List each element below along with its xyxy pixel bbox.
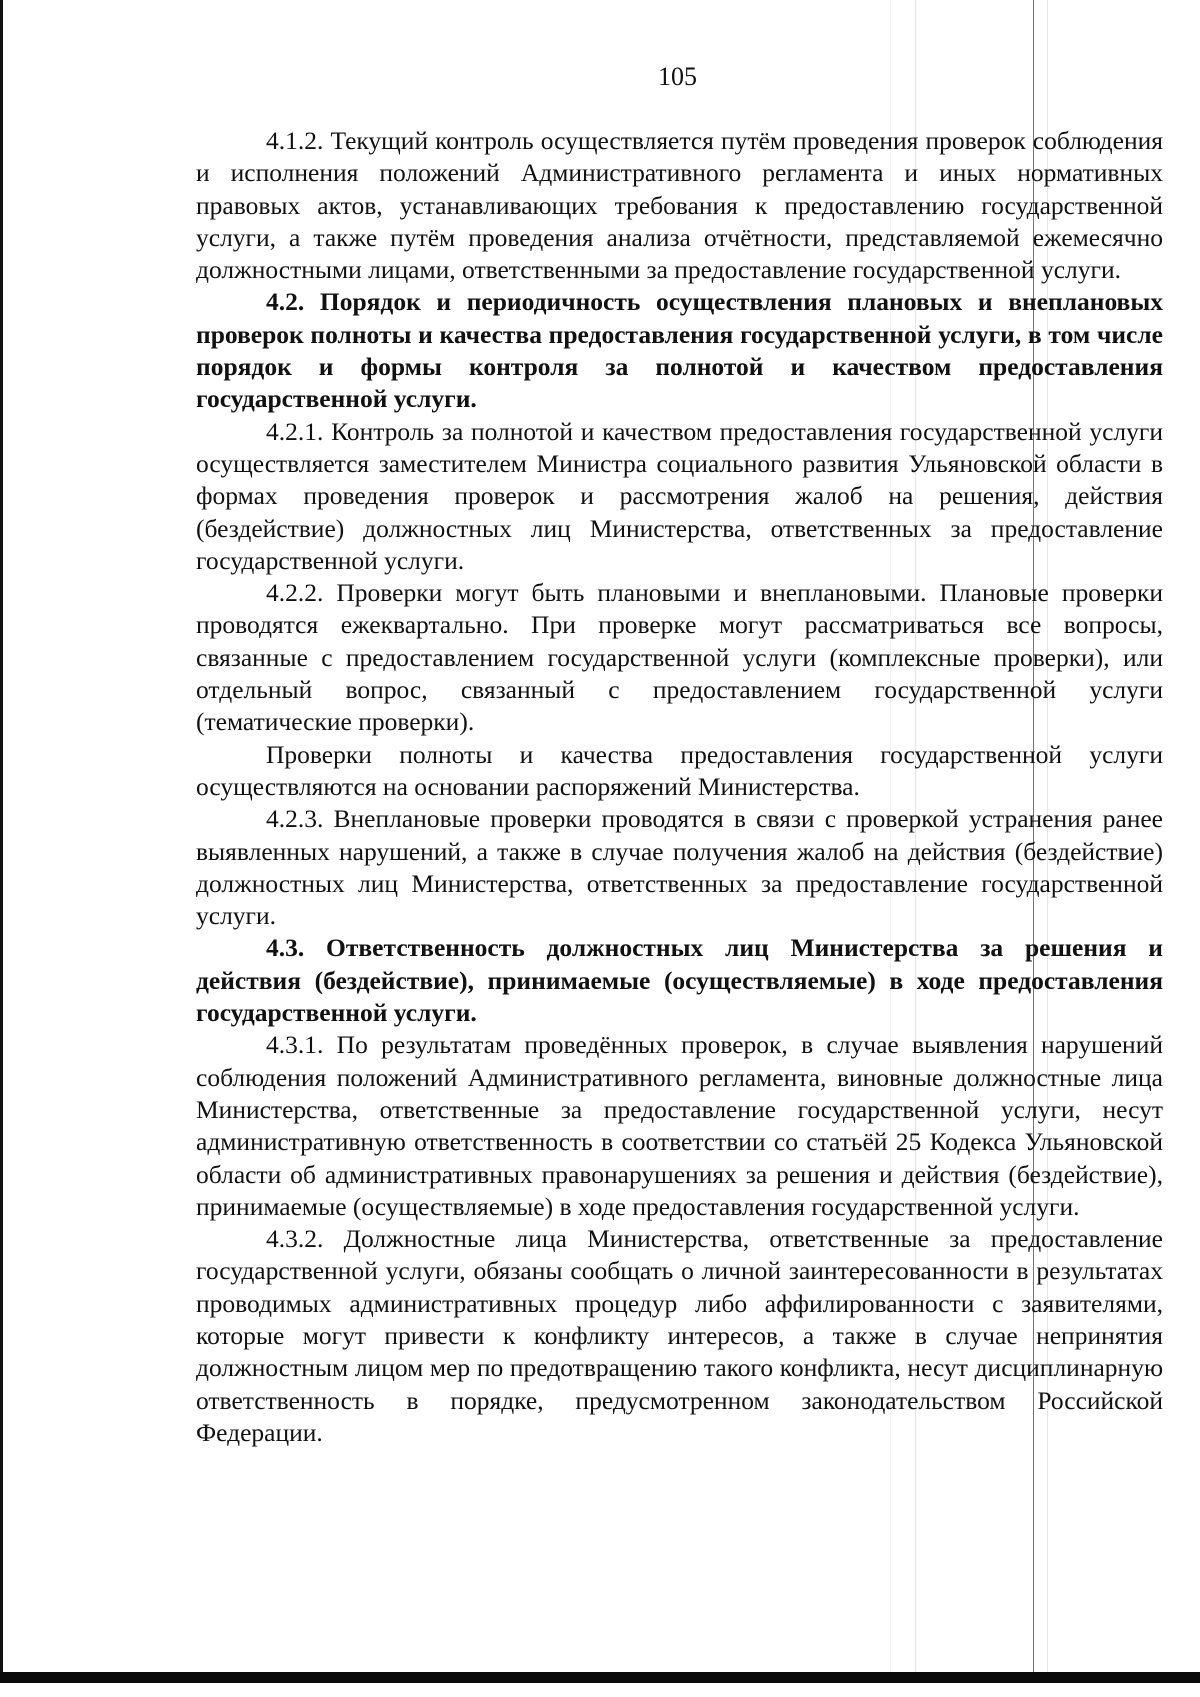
section-heading-4-3: 4.3. Ответственность должностных лиц Министерства за решения и действия (бездействие), принимаемые (осуществляемые) в ходе предоставления государственной услуги. (196, 933, 1163, 1028)
paragraph-4-2-3: 4.2.3. Внеплановые проверки проводятся в связи с проверкой устранения ранее выявленных нарушений, а также в случае получения жалоб на действия (бездействие) должностных лиц Министерства, ответственных за предоставление государственной услуги. (196, 804, 1163, 931)
scan-bottom-border (0, 1672, 1200, 1683)
paragraph-4-3-2: 4.3.2. Должностные лица Министерства, ответственные за предоставление государственной услуги, обязаны сообщать о личной заинтересованности в результатах проводимых административных процедур либо аффилированности с заявителями, которые могут привести к конфликту интересов, а также в случае непринятия должностным лицом мер по предотвращению такого конфликта, несут дисциплинарную ответственность в порядке, предусмотренном законодательством Российской Федерации. (196, 1224, 1163, 1447)
scan-left-border (0, 0, 3, 1683)
document-body (196, 125, 1163, 1449)
section-heading-4-2: 4.2. Порядок и периодичность осуществления плановых и внеплановых проверок полноты и качества предоставления государственной услуги, в том числе порядок и формы контроля за полнотой и качеством предоставления государственной услуги. (196, 287, 1163, 414)
paragraph-4-1-2: 4.1.2. Текущий контроль осуществляется путём проведения проверок соблюдения и исполнения положений Административного регламента и иных нормативных правовых актов, устанавливающих требования к предоставлению государственной услуги, а также путём проведения анализа отчётности, представляемой ежемесячно должностными лицами, ответственными за предоставление государственной услуги. (196, 126, 1163, 285)
paragraph-4-3-1: 4.3.1. По результатам проведённых проверок, в случае выявления нарушений соблюдения положений Административного регламента, виновные должностные лица Министерства, ответственные за предоставление государственной услуги, несут административную ответственность в соответствии со статьёй 25 Кодекса Ульяновской области об административных правонарушениях за решения и действия (бездействие), принимаемые (осуществляемые) в ходе предоставления государственной услуги. (196, 1030, 1163, 1221)
paragraph-4-2-1: 4.2.1. Контроль за полнотой и качеством предоставления государственной услуги осуществляется заместителем Министра социального развития Ульяновской области в формах проведения проверок и рассмотрения жалоб на решения, действия (бездействие) должностных лиц Министерства, ответственных за предоставление государственной услуги. (196, 416, 1163, 575)
paragraph-4-2-2: 4.2.2. Проверки могут быть плановыми и внеплановыми. Плановые проверки проводятся ежеквартально. При проверке могут рассматриваться все вопросы, связанные с предоставлением государственной услуги (комплексные проверки), или отдельный вопрос, связанный с предоставлением государственной услуги (тематические проверки). (196, 578, 1163, 737)
paragraph-4-2-2-continued: Проверки полноты и качества предоставления государственной услуги осуществляются на основании распоряжений Министерства. (196, 739, 1163, 801)
page-number: 105 (658, 62, 697, 91)
